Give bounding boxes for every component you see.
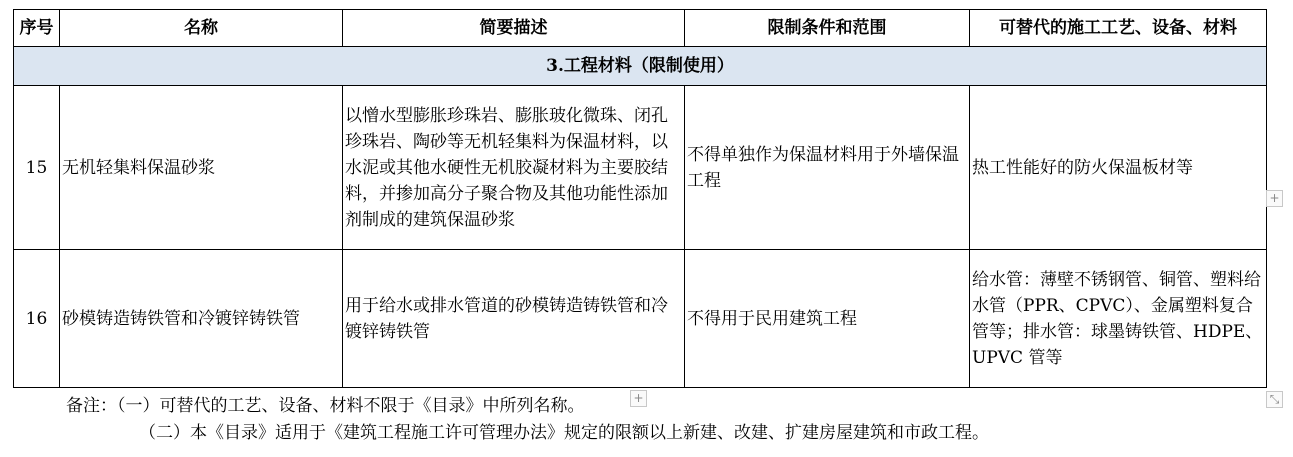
row-limits: 不得用于民用建筑工程 <box>685 250 970 388</box>
row-alternatives: 给水管：薄壁不锈钢管、铜管、塑料给水管（PPR、CPVC）、金属塑料复合管等；排水管：球墨铸铁管、HDPE、UPVC 管等 <box>970 250 1267 388</box>
table-row <box>14 86 1267 250</box>
row-description: 用于给水或排水管道的砂模铸造铸铁管和冷镀锌铸铁管 <box>343 250 685 388</box>
header-alternatives: 可替代的施工工艺、设备、材料 <box>970 10 1267 47</box>
row-name: 无机轻集料保温砂浆 <box>60 86 343 250</box>
table-row <box>14 250 1267 388</box>
add-row-icon[interactable]: + <box>630 390 647 407</box>
header-name: 名称 <box>60 10 343 47</box>
row-number: 15 <box>14 86 60 250</box>
header-limits: 限制条件和范围 <box>685 10 970 47</box>
table-resize-icon[interactable]: ⤡ <box>1266 391 1283 408</box>
header-serial: 序号 <box>14 10 60 47</box>
note-line-1: 备注：（一）可替代的工艺、设备、材料不限于《目录》中所列名称。 <box>66 396 585 416</box>
add-column-icon[interactable]: + <box>1266 190 1283 207</box>
row-limits: 不得单独作为保温材料用于外墙保温工程 <box>685 86 970 250</box>
header-description: 简要描述 <box>343 10 685 47</box>
catalog-table <box>13 9 1267 388</box>
row-number: 16 <box>14 250 60 388</box>
section-row <box>14 47 1267 86</box>
row-description: 以憎水型膨胀珍珠岩、膨胀玻化微珠、闭孔珍珠岩、陶砂等无机轻集料为保温材料，以水泥或其他水硬性无机胶凝材料为主要胶结料，并掺加高分子聚合物及其他功能性添加剂制成的建筑保温砂浆 <box>343 86 685 250</box>
row-name: 砂模铸造铸铁管和冷镀锌铸铁管 <box>60 250 343 388</box>
table-header-row <box>14 10 1267 47</box>
note-line-2: （二）本《目录》适用于《建筑工程施工许可管理办法》规定的限额以上新建、改建、扩建房屋建筑和市政工程。 <box>139 423 989 443</box>
row-alternatives: 热工性能好的防火保温板材等 <box>970 86 1267 250</box>
notes-block <box>66 393 989 447</box>
section-title: 3.工程材料（限制使用） <box>14 47 1267 86</box>
